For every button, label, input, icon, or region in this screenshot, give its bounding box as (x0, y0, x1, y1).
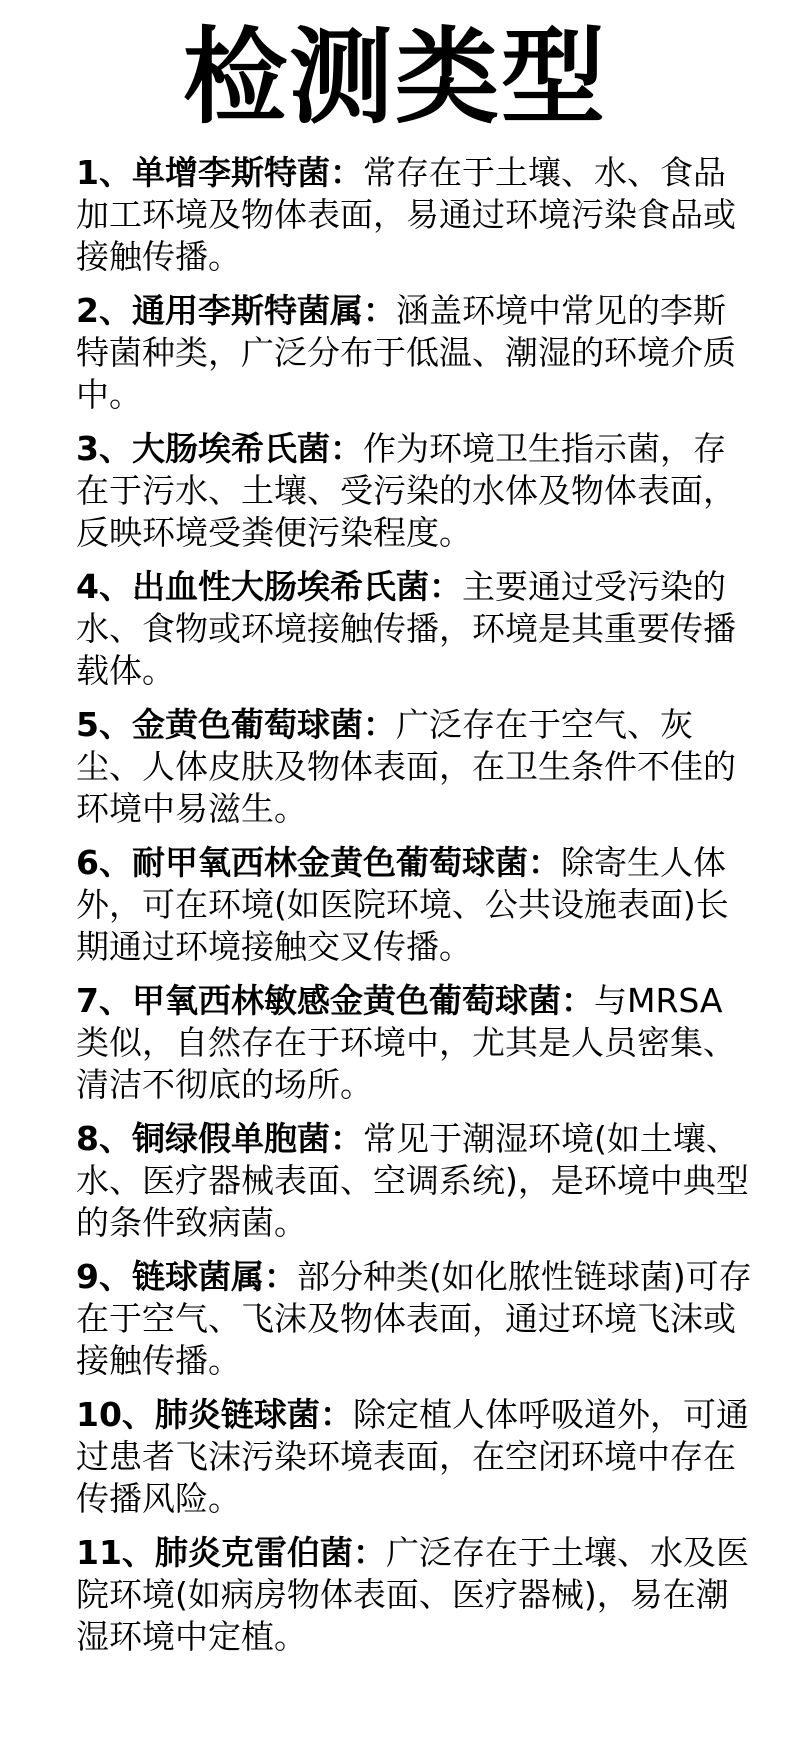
list-item (76, 704, 756, 842)
entry-separator: ： (352, 1533, 386, 1572)
entry-description: 与MRSA 类似，自然存在于环境中，尤其是人员密集、清洁不彻底的场所。 (76, 981, 736, 1104)
list-item (76, 1118, 756, 1256)
list-item (76, 566, 756, 704)
entry-term: 5、金黄色葡萄球菌 (76, 705, 363, 744)
entry-description: 主要通过受污染的水、食物或环境接触传播，环境是其重要传播载体。 (76, 567, 736, 690)
entry-separator: ： (560, 981, 594, 1020)
entry-separator: ： (329, 1119, 363, 1158)
entry-separator: ： (362, 705, 396, 744)
entry-description: 除定植人体呼吸道外，可通过患者飞沫污染环境表面，在空闭环境中存在传播风险。 (76, 1395, 749, 1518)
entry-separator: ： (319, 1395, 353, 1434)
entry-separator: ： (362, 291, 396, 330)
page-title: 检测类型 (182, 16, 607, 138)
list-item (76, 1394, 756, 1532)
entry-term: 4、出血性大肠埃希氏菌 (76, 567, 429, 606)
entry-description: 广泛存在于土壤、水及医院环境(如病房物体表面、医疗器械)，易在潮湿环境中定植。 (76, 1533, 749, 1656)
entry-separator: ： (263, 1257, 297, 1296)
list-item (76, 152, 756, 290)
entry-term: 8、铜绿假单胞菌 (76, 1119, 330, 1158)
list-item (76, 428, 756, 566)
entry-description: 部分种类(如化脓性链球菌)可存在于空气、飞沫及物体表面，通过环境飞沫或接触传播。 (76, 1257, 752, 1380)
entry-term: 10、肺炎链球菌 (76, 1395, 320, 1434)
list-item (76, 1256, 756, 1394)
entry-term: 6、耐甲氧西林金黄色葡萄球菌 (76, 843, 528, 882)
entry-term: 7、甲氧西林敏感金黄色葡萄球菌 (76, 981, 561, 1020)
detection-type-list (76, 152, 756, 1670)
entry-separator: ： (527, 843, 561, 882)
list-item (76, 842, 756, 980)
list-item (76, 290, 756, 428)
entry-description: 除寄生人体外，可在环境(如医院环境、公共设施表面)长期通过环境接触交叉传播。 (76, 843, 729, 966)
entry-separator: ： (329, 153, 363, 192)
entry-term: 3、大肠埃希氏菌 (76, 429, 330, 468)
entry-separator: ： (428, 567, 462, 606)
entry-term: 11、肺炎克雷伯菌 (76, 1533, 353, 1572)
entry-term: 1、单增李斯特菌 (76, 153, 330, 192)
entry-description: 常存在于土壤、水、食品加工环境及物体表面，易通过环境污染食品或接触传播。 (76, 153, 736, 276)
entry-term: 9、链球菌属 (76, 1257, 264, 1296)
entry-description: 作为环境卫生指示菌，存在于污水、土壤、受污染的水体及物体表面，反映环境受粪便污染程度。 (76, 429, 736, 552)
entry-description: 常见于潮湿环境(如土壤、水、医疗器械表面、空调系统)，是环境中典型的条件致病菌。 (76, 1119, 749, 1242)
entry-term: 2、通用李斯特菌属 (76, 291, 363, 330)
list-item (76, 980, 756, 1118)
entry-description: 广泛存在于空气、灰尘、人体皮肤及物体表面，在卫生条件不佳的环境中易滋生。 (76, 705, 736, 828)
entry-separator: ： (329, 429, 363, 468)
entry-description: 涵盖环境中常见的李斯特菌种类，广泛分布于低温、潮湿的环境介质中。 (76, 291, 736, 414)
list-item (76, 1532, 756, 1670)
